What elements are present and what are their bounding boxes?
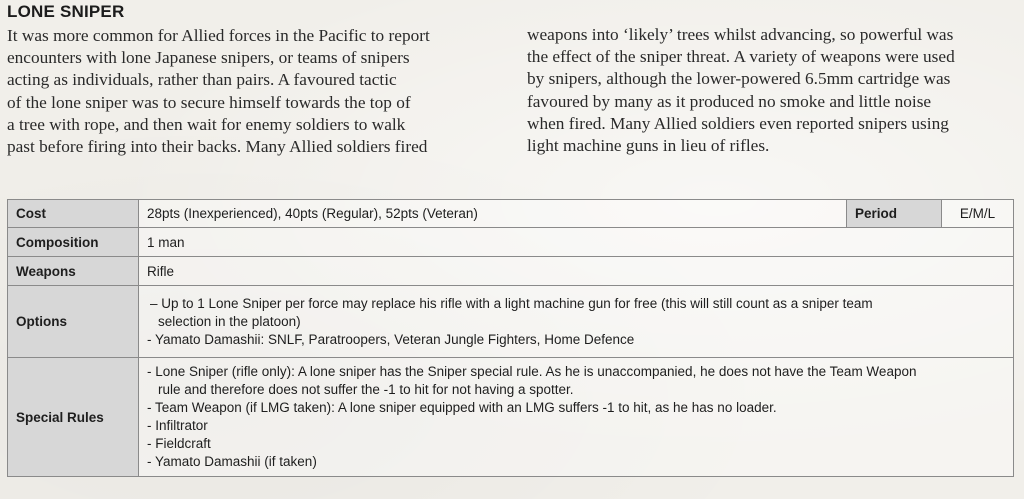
cost-label: Cost — [8, 200, 139, 228]
body-text-line: encounters with lone Japanese snipers, or teams of snipers — [7, 48, 410, 68]
body-text-line: favoured by many as it produced no smoke and little noise — [527, 91, 932, 111]
cost-value: 28pts (Inexperienced), 40pts (Regular), 52pts (Veteran) — [139, 200, 847, 228]
special-rule-line: - Team Weapon (if LMG taken): A lone sniper equipped with an LMG suffers -1 to hit, as he has no loader. — [147, 400, 777, 415]
special-rules-label: Special Rules — [8, 358, 139, 477]
option-line: selection in the platoon) — [158, 313, 301, 329]
body-text-right-column — [527, 24, 1013, 157]
body-text-left-column — [7, 25, 495, 158]
body-text-line: acting as individuals, rather than pairs. A favoured tactic — [7, 70, 397, 90]
weapons-value: Rifle — [139, 257, 1014, 286]
special-rule-line: - Lone Sniper (rifle only): A lone sniper has the Sniper special rule. As he is unaccompanied, he does not have the Team Weapon — [147, 364, 917, 379]
option-line: - Yamato Damashii: SNLF, Paratroopers, Veteran Jungle Fighters, Home Defence — [147, 331, 635, 347]
body-text-line: when fired. Many Allied soldiers even reported snipers using — [527, 113, 949, 133]
body-text-line: a tree with rope, and then wait for enemy soldiers to walk — [7, 114, 406, 134]
body-text-line: light machine guns in lieu of rifles. — [527, 136, 770, 156]
options-label: Options — [8, 286, 139, 358]
body-text-line: It was more common for Allied forces in the Pacific to report — [7, 26, 430, 45]
composition-value: 1 man — [139, 228, 1014, 257]
option-line: – Up to 1 Lone Sniper per force may replace his rifle with a light machine gun for free (this will still count as a sniper team — [150, 295, 873, 311]
special-rule-line: - Infiltrator — [147, 418, 208, 433]
weapons-label: Weapons — [8, 257, 139, 286]
unit-stats-table — [7, 199, 1014, 477]
cost-row — [8, 200, 1014, 228]
body-text-line: by snipers, although the lower-powered 6.5mm cartridge was — [527, 69, 951, 89]
special-rule-line: - Fieldcraft — [147, 436, 211, 451]
special-rules-row — [8, 358, 1014, 477]
body-text-line: the effect of the sniper threat. A variety of weapons were used — [527, 47, 955, 67]
body-text-line: of the lone sniper was to secure himself towards the top of — [7, 92, 411, 112]
special-rule-line: rule and therefore does not suffer the -1 to hit for not having a spotter. — [158, 382, 574, 397]
section-title: LONE SNIPER — [7, 2, 125, 21]
weapons-row — [8, 257, 1014, 286]
composition-row — [8, 228, 1014, 257]
options-value — [139, 286, 1014, 358]
options-row — [8, 286, 1014, 358]
period-value: E/M/L — [942, 200, 1014, 228]
special-rules-value — [139, 358, 1014, 477]
period-label: Period — [847, 200, 942, 228]
composition-label: Composition — [8, 228, 139, 257]
body-text-line: weapons into ‘likely’ trees whilst advancing, so powerful was — [527, 25, 954, 44]
special-rule-line: - Yamato Damashii (if taken) — [147, 454, 317, 469]
body-text-line: past before firing into their backs. Many Allied soldiers fired — [7, 137, 428, 157]
